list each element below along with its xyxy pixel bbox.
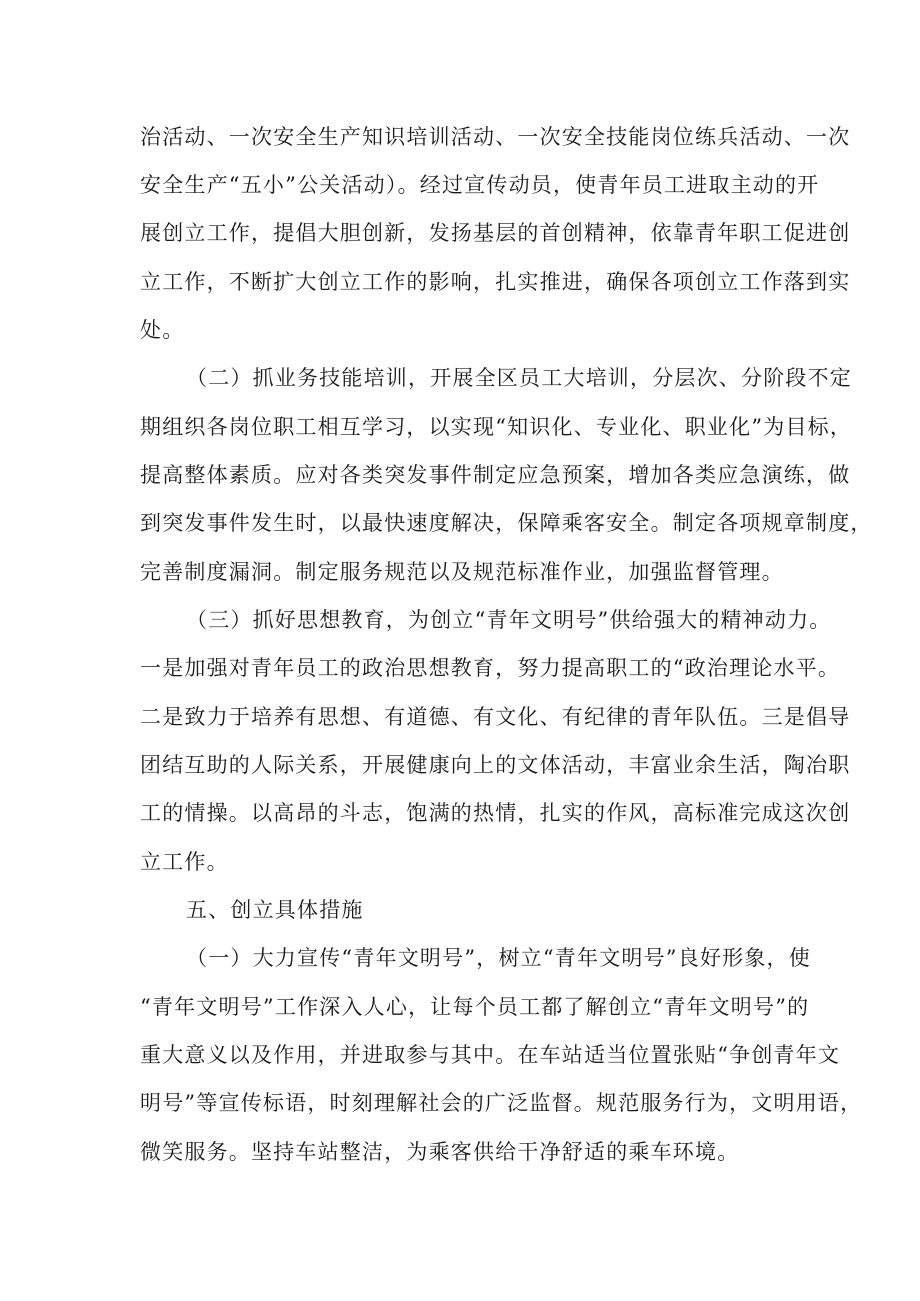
text-line: 立工作。	[140, 850, 229, 874]
text-line: 立工作，不断扩大创立工作的影响，扎实推进，确保各项创立工作落到实	[140, 270, 851, 294]
text-line: 展创立工作，提倡大胆创新，发扬基层的首创精神，依靠青年职工促进创	[140, 221, 851, 245]
text-line: 处。	[140, 318, 185, 342]
text-line: 重大意义以及作用，并进取参与其中。在车站适当位置张贴“争创青年文	[140, 1043, 841, 1067]
text-line: 工的情操。以高昂的斗志，饱满的热情，扎实的作风，高标准完成这次创	[140, 801, 851, 825]
text-line: “青年文明号”工作深入人心，让每个员工都了解创立“青年文明号”的	[140, 995, 810, 1019]
text-line: 治活动、一次安全生产知识培训活动、一次安全技能岗位练兵活动、一次	[140, 125, 851, 149]
paragraph-start-line: （三）抓好思想教育，为创立“青年文明号”供给强大的精神动力。	[186, 608, 832, 632]
text-line: 期组织各岗位职工相互学习，以实现“知识化、专业化、职业化”为目标，	[140, 415, 853, 439]
paragraph-start-line: （一）大力宣传“青年文明号”，树立“青年文明号”良好形象，使	[186, 946, 811, 970]
text-line: 微笑服务。坚持车站整洁，为乘客供给干净舒适的乘车环境。	[140, 1140, 740, 1164]
text-line: 到突发事件发生时，以最快速度解决，保障乘客安全。制定各项规章制度，	[140, 511, 873, 535]
text-line: 提高整体素质。应对各类突发事件制定应急预案，增加各类应急演练，做	[140, 463, 851, 487]
text-line: 明号”等宣传标语，时刻理解社会的广泛监督。规范服务行为，文明用语，	[140, 1091, 863, 1115]
text-line: 一是加强对青年员工的政治思想教育，努力提高职工的“政治理论水平。	[140, 656, 841, 680]
paragraph-start-line: （二）抓业务技能培训，开展全区员工大培训，分层次、分阶段不定	[186, 366, 852, 390]
text-line: 安全生产“五小”公关活动）。经过宣传动员，使青年员工进取主动的开	[140, 173, 820, 197]
text-line: 完善制度漏洞。制定服务规范以及规范标准作业，加强监督管理。	[140, 560, 784, 584]
section-heading: 五、创立具体措施	[186, 898, 364, 922]
text-line: 团结互助的人际关系，开展健康向上的文体活动，丰富业余生活，陶冶职	[140, 753, 851, 777]
text-line: 二是致力于培养有思想、有道德、有文化、有纪律的青年队伍。三是倡导	[140, 705, 851, 729]
